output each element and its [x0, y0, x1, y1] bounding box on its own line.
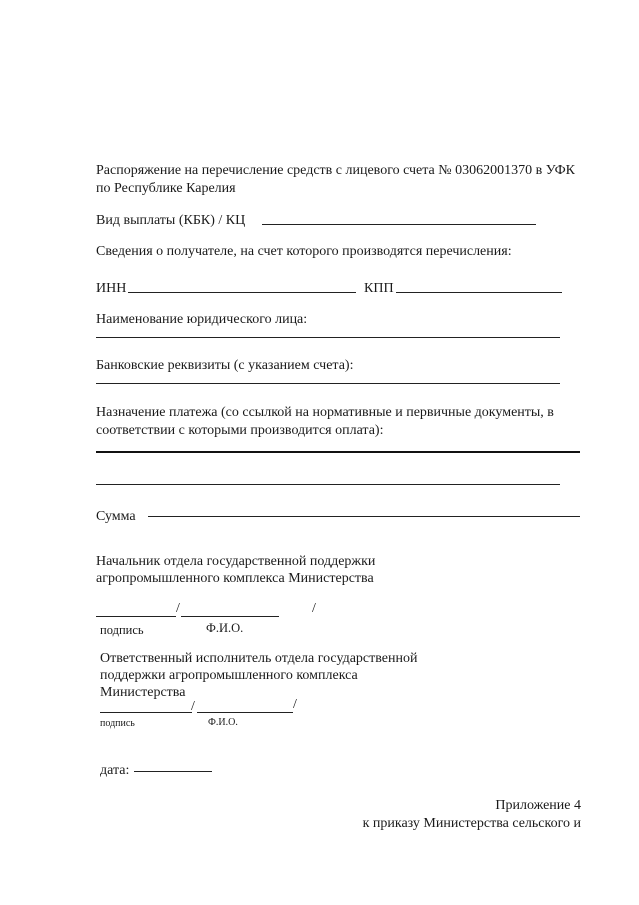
executor-name-caption: Ф.И.О. [208, 717, 238, 728]
kpp-field-line[interactable] [396, 292, 562, 293]
bank-details-field-line[interactable] [96, 383, 560, 384]
payment-purpose-line2: соответствии с которыми производится оплата): [96, 423, 384, 438]
head-signature-caption: подпись [100, 623, 144, 637]
head-name-caption: Ф.И.О. [206, 621, 244, 635]
date-field-line[interactable] [134, 771, 212, 772]
executor-title-line2: поддержки агропромышленного комплекса [100, 668, 358, 683]
date-label: дата: [100, 763, 130, 778]
payment-type-field-line[interactable] [262, 224, 536, 225]
order-title-line2: по Республике Карелия [96, 181, 236, 196]
appendix-label: Приложение 4 [495, 798, 581, 813]
head-signature-line[interactable] [96, 616, 176, 617]
inn-field-line[interactable] [128, 292, 356, 293]
executor-separator-1: / [191, 699, 195, 714]
kpp-label: КПП [364, 281, 394, 296]
payment-purpose-field-line1[interactable] [96, 451, 580, 453]
order-title-line1: Распоряжение на перечисление средств с лицевого счета № 03062001370 в УФК [96, 163, 576, 178]
payment-type-label: Вид выплаты (КБК) / КЦ [96, 213, 246, 228]
recipient-info-label: Сведения о получателе, на счет которого производятся перечисления: [96, 244, 512, 259]
executor-separator-2: / [293, 697, 297, 712]
executor-title-line1: Ответственный исполнитель отдела государственной [100, 651, 418, 666]
payment-purpose-field-line2[interactable] [96, 484, 560, 485]
payment-purpose-line1: Назначение платежа (со ссылкой на нормативные и первичные документы, в [96, 405, 554, 420]
head-title-line2: агропромышленного комплекса Министерства [96, 571, 374, 586]
order-reference: к приказу Министерства сельского и [362, 816, 581, 831]
amount-label: Сумма [96, 509, 136, 524]
amount-field-line[interactable] [148, 516, 580, 517]
head-name-line[interactable] [181, 616, 279, 617]
head-separator-1: / [176, 601, 180, 616]
executor-name-line[interactable] [197, 712, 293, 713]
legal-entity-label: Наименование юридического лица: [96, 312, 308, 327]
executor-title-line3: Министерства [100, 685, 186, 700]
head-title-line1: Начальник отдела государственной поддержки [96, 554, 376, 569]
bank-details-label: Банковские реквизиты (с указанием счета): [96, 358, 354, 373]
executor-signature-line[interactable] [100, 712, 192, 713]
head-separator-2: / [312, 601, 316, 616]
inn-label: ИНН [96, 281, 127, 296]
legal-entity-field-line[interactable] [96, 337, 560, 338]
executor-signature-caption: подпись [100, 718, 135, 729]
